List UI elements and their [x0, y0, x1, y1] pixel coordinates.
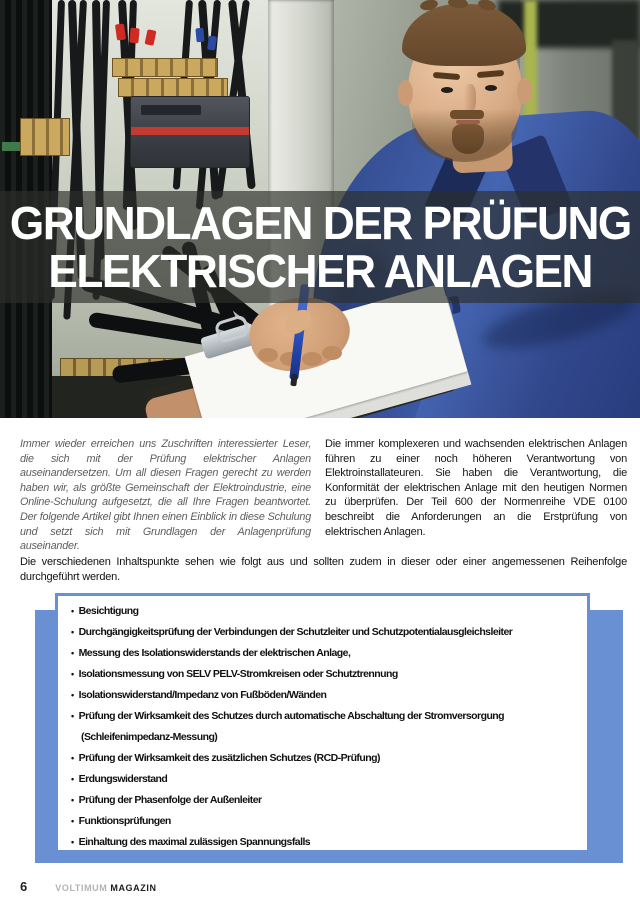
checklist-item-text: Besichtigung — [78, 605, 139, 617]
checklist-item-text: Prüfung der Wirksamkeit des Schutzes durch automatische Abschaltung der Stromversorgung (Schleifenimpedanz-Messung) — [78, 710, 505, 743]
worker-ear — [398, 80, 413, 106]
checklist-item-text: Prüfung der Phasenfolge der Außenleiter — [78, 794, 262, 806]
checklist-item-text: Einhaltung des maximal zulässigen Spannungsfalls — [78, 836, 311, 848]
magazine-name-light: VOLTIMUM — [55, 883, 108, 893]
worker-eye — [485, 85, 497, 91]
callout-white-box — [55, 593, 590, 853]
page-number: 6 — [20, 879, 28, 894]
magazine-name-bold: MAGAZIN — [110, 883, 157, 893]
bullet-icon: • — [71, 711, 74, 721]
checklist — [58, 596, 587, 853]
worker-goatee — [452, 124, 484, 154]
checklist-item-text: Messung des Isolationswiderstands der elektrischen Anlage, — [78, 647, 351, 659]
bullet-icon: • — [71, 648, 74, 658]
headline-line-1: GRUNDLAGEN DER PRÜFUNG — [9, 197, 631, 249]
green-label — [2, 142, 20, 151]
bullet-icon: • — [71, 795, 74, 805]
intro-columns — [20, 437, 627, 554]
checklist-item-text: Durchgängigkeitsprüfung der Verbindungen der Schutzleiter und Schutzpotentialausgleichsleiter — [78, 626, 513, 638]
worker-ear — [517, 78, 532, 104]
checklist-item — [71, 811, 573, 832]
knuckle — [302, 352, 322, 366]
terminal-block-row — [112, 58, 218, 77]
checklist-item — [71, 664, 573, 685]
worker-nose-shadow — [464, 84, 476, 112]
checklist-item-text: Erdungswiderstand — [78, 773, 168, 785]
lead-in-paragraph: Die verschiedenen Inhaltspunkte sehen wie folgt aus und sollten zudem in dieser oder einer angemessenen Reihenfolge durchgeführt werden. — [20, 556, 627, 583]
bullet-icon: • — [71, 690, 74, 700]
checklist-callout — [0, 593, 640, 873]
checklist-item — [71, 622, 573, 643]
magazine-name — [55, 883, 156, 893]
breaker-slot — [141, 105, 201, 115]
headline-line-2: ELEKTRISCHER ANLAGEN — [48, 245, 592, 297]
terminal-block — [20, 118, 70, 156]
bullet-icon: • — [71, 816, 74, 826]
checklist-item — [71, 643, 573, 664]
checklist-item — [71, 601, 573, 622]
headline-band — [0, 191, 640, 303]
checklist-item — [71, 769, 573, 790]
checklist-item — [71, 685, 573, 706]
bullet-icon: • — [71, 606, 74, 616]
checklist-item-text: Isolationsmessung von SELV PELV-Stromkreisen oder Schutztrennung — [78, 668, 398, 680]
bullet-icon: • — [71, 753, 74, 763]
checklist-item — [71, 706, 573, 748]
checklist-item-text: Prüfung der Wirksamkeit des zusätzlichen Schutzes (RCD-Prüfung) — [78, 752, 380, 764]
bullet-icon: • — [71, 669, 74, 679]
hero-photo — [0, 0, 640, 418]
knuckle — [322, 346, 342, 360]
terminal-block-row — [118, 78, 228, 97]
worker-mouth — [456, 120, 480, 124]
checklist-item — [71, 790, 573, 811]
page-footer — [20, 879, 157, 894]
bullet-icon: • — [71, 837, 74, 847]
circuit-breaker — [130, 96, 250, 168]
intro-paragraph-italic: Immer wieder erreichen uns Zuschriften interessierter Leser, die sich mit der Prüfung elektrischer Anlagen auseinandersetzen. Um all diesen Fragen gerecht zu werden haben wir, als größte Gemeinschaft der Elektroindustrie, eine Online-Schulung aufgesetzt, die all Ihre Fragen beantwortet. Der folgende Artikel gibt Ihnen einen Einblick in diese Schulung und setzt sich mit Grundlagen der Anlagenprüfung auseinander. — [20, 438, 311, 553]
knuckle — [258, 348, 278, 362]
red-wire-marker — [129, 28, 139, 44]
worker-eye — [441, 87, 453, 93]
breaker-red-stripe — [131, 127, 249, 135]
checklist-item-text: Funktionsprüfungen — [78, 815, 171, 827]
checklist-item — [71, 748, 573, 769]
worker-mustache — [450, 110, 484, 119]
checklist-item-text: Isolationswiderstand/Impedanz von Fußböden/Wänden — [78, 689, 327, 701]
intro-paragraph-right: Die immer komplexeren und wachsenden elektrischen Anlagen führen zu einer noch höheren Verantwortung von Elektroinstallateuren. Sie haben die Verantwortung, die Konformität der elektrischen Anlage mit den heutigen Normen zu überprüfen. Der Teil 600 der Normenreihe VDE 0100 beschreibt die Anforderungen an die Erstprüfung von elektrischen Anlagen. — [325, 438, 627, 538]
blue-wire-marker — [195, 28, 204, 43]
checklist-item — [71, 832, 573, 853]
bullet-icon: • — [71, 627, 74, 637]
bullet-icon: • — [71, 774, 74, 784]
